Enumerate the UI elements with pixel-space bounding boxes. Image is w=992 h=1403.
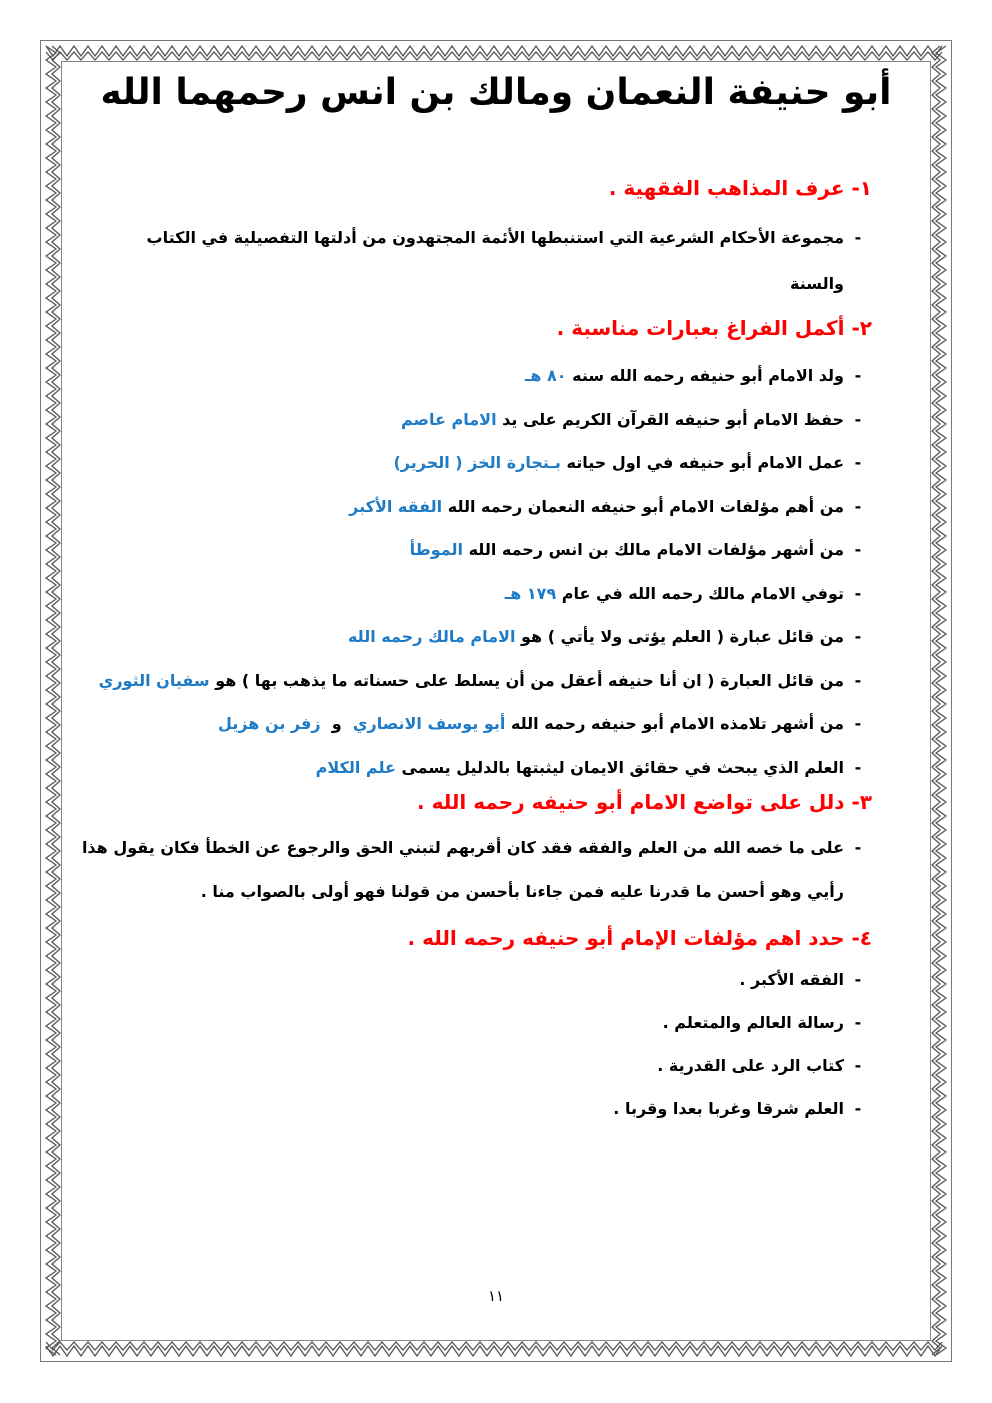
item-answer: ١٧٩ هـ [504, 583, 557, 603]
question-1-answer-line-1: -مجموعة الأحكام الشرعية التي استنبطها الأئمة المجتهدون من أدلتها التفصيلية في الكتاب [147, 228, 872, 247]
item-text: كتاب الرد على القدرية . [657, 1056, 844, 1075]
question-2-item [349, 497, 872, 516]
question-2-item [401, 410, 872, 429]
item-text: من قائل عبارة ( العلم يؤتى ولا يأتي ) هو [521, 627, 844, 646]
question-2-item [348, 627, 872, 646]
item-text: من أشهر تلامذه الامام أبو حنيفه رحمه الله [510, 714, 844, 733]
item-text: العلم شرقا وغربا بعدا وقربا . [613, 1099, 844, 1118]
bullet-dash: - [854, 409, 862, 429]
bullet-dash: - [854, 1013, 862, 1032]
item-answer: الفقه الأكبر [349, 496, 443, 516]
item-text: العلم الذي يبحث في حقائق الايمان ليثبتها بالدليل يسمى [401, 757, 844, 777]
item-answer: الامام عاصم [401, 409, 497, 429]
question-2-item [525, 366, 872, 385]
question-2-item [99, 671, 872, 690]
bullet-dash: - [854, 838, 862, 857]
item-answer: سفيان الثوري [98, 670, 210, 690]
item-text: توفي الامام مالك رحمه الله في عام [561, 583, 844, 603]
question-1-heading: ١- عرف المذاهب الفقهية . [608, 176, 872, 200]
item-answer: بـتجارة الخز ( الحرير) [393, 453, 561, 472]
bullet-dash: - [854, 583, 862, 603]
question-3-heading: ٣- دلل على تواضع الامام أبو حنيفه رحمه الله . [417, 790, 872, 814]
item-connector: و [331, 714, 342, 733]
question-4-heading: ٤- حدد اهم مؤلفات الإمام أبو حنيفه رحمه الله . [407, 926, 872, 950]
question-4-item [663, 1013, 872, 1032]
bullet-dash: - [854, 228, 862, 247]
item-text: ولد الامام أبو حنيفه رحمه الله سنه [572, 366, 844, 385]
question-4-item [657, 1056, 872, 1075]
item-answer: الامام مالك رحمه الله [347, 627, 516, 646]
bullet-dash: - [854, 670, 862, 690]
item-answer: ٨٠ هـ [524, 366, 567, 385]
item-text: عمل الامام أبو حنيفه في اول حياته [566, 453, 844, 472]
bullet-dash: - [854, 1056, 862, 1075]
question-4-item [613, 1099, 872, 1118]
bullet-dash: - [854, 366, 862, 385]
item-text: من قائل العبارة ( ان أنا حنيفه أعقل من أن يسلط على حسناته ما يذهب بها ) هو [215, 670, 844, 690]
bullet-dash: - [854, 453, 862, 472]
item-text: حفظ الامام أبو حنيفه القرآن الكريم على يد [502, 409, 844, 429]
question-2-item [410, 540, 872, 559]
question-4-item [739, 970, 872, 989]
question-3-answer-line-1: -على ما خصه الله من العلم والفقه فقد كان أقربهم لتبني الحق والرجوع عن الخطأ فكان يقول هذا [82, 838, 872, 857]
bullet-dash: - [854, 627, 862, 646]
page-title: أبو حنيفة النعمان ومالك بن انس رحمهما الله [100, 72, 892, 113]
item-answer-2: زفر بن هزيل [218, 714, 321, 733]
item-text: من أشهر مؤلفات الامام مالك بن انس رحمه الله [468, 540, 844, 559]
bullet-dash: - [854, 540, 862, 559]
item-answer: علم الكلام [315, 757, 396, 777]
bullet-dash: - [854, 757, 862, 777]
bullet-dash: - [854, 496, 862, 516]
item-answer: الموطأ [409, 540, 463, 559]
item-answer: أبو يوسف الانصاري [352, 714, 506, 733]
question-2-item [505, 584, 872, 603]
item-text: من أهم مؤلفات الامام أبو حنيفه النعمان رحمه الله [447, 496, 844, 516]
bullet-dash: - [854, 970, 862, 989]
question-2-item [393, 453, 872, 472]
question-2-item [316, 758, 872, 777]
question-3-answer-line-2: رأيي وهو أحسن ما قدرنا عليه فمن جاءنا بأحسن من قولنا فهو أولى بالصواب منا . [200, 882, 844, 901]
bullet-dash: - [854, 1099, 862, 1118]
item-text: الفقه الأكبر . [739, 970, 844, 989]
question-2-heading: ٢- أكمل الفراغ بعبارات مناسبة . [556, 316, 872, 340]
page-number: ١١ [487, 1287, 505, 1305]
question-2-item [218, 714, 872, 733]
item-text: رسالة العالم والمتعلم . [662, 1013, 844, 1032]
bullet-dash: - [854, 714, 862, 733]
question-1-answer-line-2: والسنة [790, 274, 844, 293]
